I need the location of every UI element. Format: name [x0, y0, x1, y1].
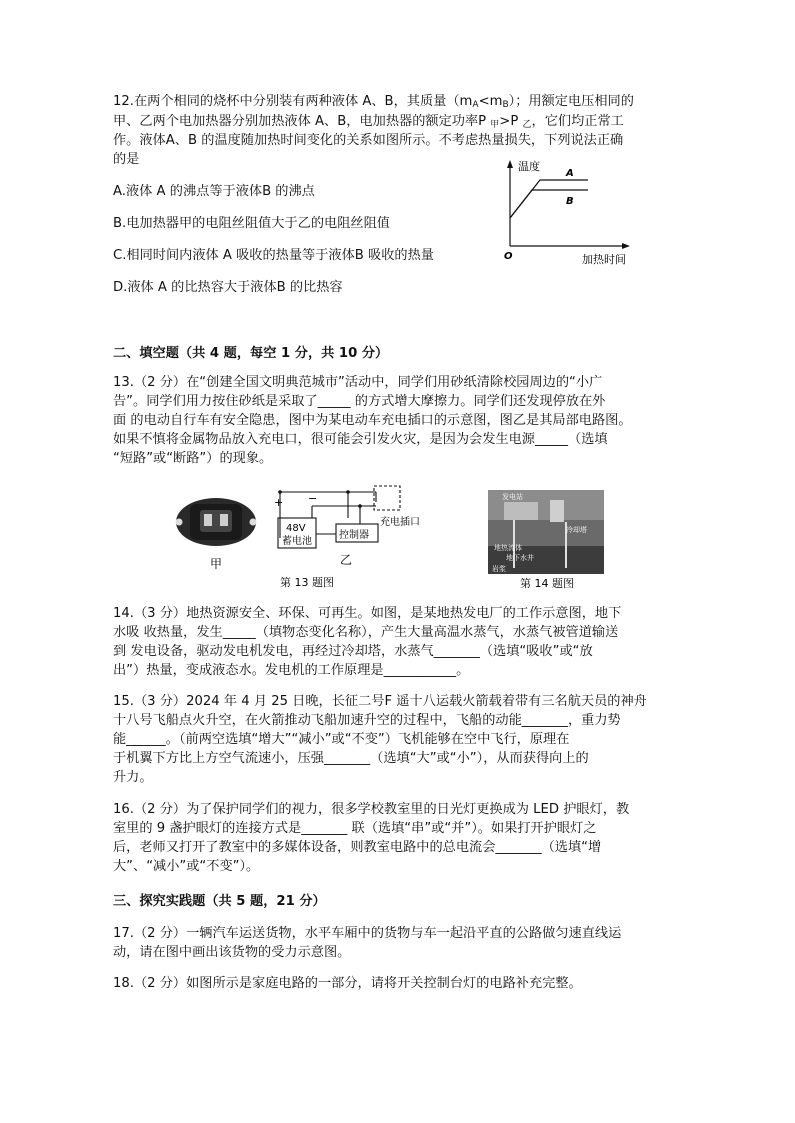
graph-y-arrow [507, 160, 513, 168]
q16-line-3: 后，老师又打开了教室中的多媒体设备，则教室电路中的总电流会_______（选填“增 [113, 840, 602, 855]
q14-line-4: 出”）热量，变成液态水。发电机的工作原理是___________。 [113, 663, 470, 678]
fig13-minus: − [308, 492, 318, 505]
figure-13 [170, 484, 440, 592]
figure-14 [486, 488, 608, 592]
fig13-label-jia: 甲 [210, 557, 223, 571]
fig14-label-tower: 冷却塔 [566, 526, 587, 534]
fig14-label-fluid: 地热流体 [494, 544, 522, 552]
graph-origin: O [504, 251, 513, 262]
q14-line-1: 14.（3 分）地热资源安全、环保、可再生。如图，是某地热发电厂的工作示意图，地下 [113, 606, 622, 621]
fig14-caption: 第 14 题图 [520, 577, 574, 590]
graph-line-a [510, 180, 588, 218]
q12-option-b[interactable]: B.电加热器甲的电阻丝阻值大于乙的电阻丝阻值 [113, 216, 390, 231]
q14-line-3: 到 发电设备，驱动发电机发电，再经过冷却塔，水蒸气_______（选填“吸收”或“放 [113, 644, 593, 659]
q12-option-a[interactable]: A.液体 A 的沸点等于液体B 的沸点 [113, 184, 315, 199]
q12-line-1: 12.在两个相同的烧杯中分别装有两种液体 A、B，其质量$(m_A<m_B)$；用额定电压相同的 [113, 94, 634, 110]
fig14-label-magma: 岩浆 [492, 565, 506, 573]
q13-line-1: 13.（2 分）在“创建全国文明典范城市”活动中，同学们用砂纸清除校园周边的“小广 [113, 375, 603, 390]
q12-line-3: 作。液体A、B 的温度随加热时间变化的关系如图所示。不考虑热量损失，下列说法正确 [113, 133, 624, 148]
q16-line-1: 16.（2 分）为了保护同学们的视力，很多学校教室里的日光灯更换成为 LED 护眼灯，教 [113, 802, 630, 817]
q13-line-5: “短路”或“断路”）的现象。 [113, 451, 273, 466]
q13-line-4: 如果不慎将金属物品放入充电口，很可能会引发火灾，是因为会发生电源_____（选填 [113, 432, 608, 447]
charging-socket-image [176, 498, 257, 546]
q17-line-1: 17.（2 分）一辆汽车运送货物，水平车厢中的货物与车一起沿平直的公路做匀速直线运 [113, 926, 622, 941]
q16-line-4: 大”、“减小”或“不变”）。 [113, 859, 260, 874]
q15-line-4: 于机翼下方比上方空气流速小，压强_______（选填“大”或“小”），从而获得向上的 [113, 751, 589, 766]
q16-line-2: 室里的 9 盏护眼灯的连接方式是_______ 联（选填“串”或“并”）。如果打开护眼灯之 [113, 821, 597, 836]
q13-line-3: 面 的电动自行车有安全隐患，图中为某电动车充电插口的示意图，图乙是其局部电路图。 [113, 413, 632, 428]
q12-line-2: 甲、乙两个电加热器分别加热液体 A、B，电加热器的额定功率P $_甲$>P $_乙$，它们均正常工 [113, 114, 624, 130]
q15-line-5: 升力。 [113, 770, 153, 785]
section-2-title: 二、填空题（共 4 题，每空 1 分，共 10 分） [113, 346, 389, 361]
q12-option-c[interactable]: C.相同时间内液体 A 吸收的热量等于液体B 吸收的热量 [113, 248, 434, 263]
fig13-plus: + [274, 496, 284, 509]
q18-line-1: 18.（2 分）如图所示是家庭电路的一部分，请将开关控制台灯的电路补充完整。 [113, 976, 582, 991]
q12-option-d[interactable]: D.液体 A 的比热容大于液体B 的比热容 [113, 280, 343, 295]
section-3-title: 三、探究实践题（共 5 题，21 分） [113, 894, 326, 909]
fig13-battery-voltage: 48V [286, 523, 306, 534]
graph-line-b [510, 190, 588, 218]
fig13-label-yi: 乙 [340, 553, 353, 567]
q17-line-2: 动，请在图中画出该货物的受力示意图。 [113, 945, 351, 960]
graph-label-a: A [566, 168, 574, 179]
fig13-controller-label: 控制器 [339, 530, 369, 541]
q12-temperature-graph [500, 158, 650, 266]
graph-y-label: 温度 [518, 160, 540, 173]
graph-x-label: 加热时间 [582, 253, 626, 266]
q15-line-2: 十八号飞船点火升空，在火箭推动飞船加速升空的过程中，飞船的动能_______，重力势 [113, 713, 621, 728]
fig14-label-station: 发电站 [502, 493, 523, 501]
q15-line-1: 15.（3 分）2024 年 4 月 25 日晚，长征二号F 遥十八运载火箭载着带有三名航天员的神舟 [113, 694, 647, 709]
fig13-battery-label: 蓄电池 [282, 536, 312, 547]
fig13-port-label: 充电插口 [380, 517, 420, 528]
fig14-label-well: 地下水井 [506, 554, 534, 562]
graph-label-b: B [566, 196, 574, 207]
q12-line-4: 的是 [113, 152, 140, 167]
q13-line-2: 告”。同学们用力按住砂纸是采取了_____ 的方式增大摩擦力。同学们还发现停放在外 [113, 394, 606, 409]
q15-line-3: 能______。（前两空选填“增大”“减小”或“不变”）飞机能够在空中飞行，原理在 [113, 732, 570, 747]
fig13-caption: 第 13 题图 [280, 576, 334, 589]
q14-line-2: 水吸 收热量，发生_____（填物态变化名称），产生大量高温水蒸气，水蒸气被管道输送 [113, 625, 619, 640]
graph-x-arrow [622, 243, 630, 249]
